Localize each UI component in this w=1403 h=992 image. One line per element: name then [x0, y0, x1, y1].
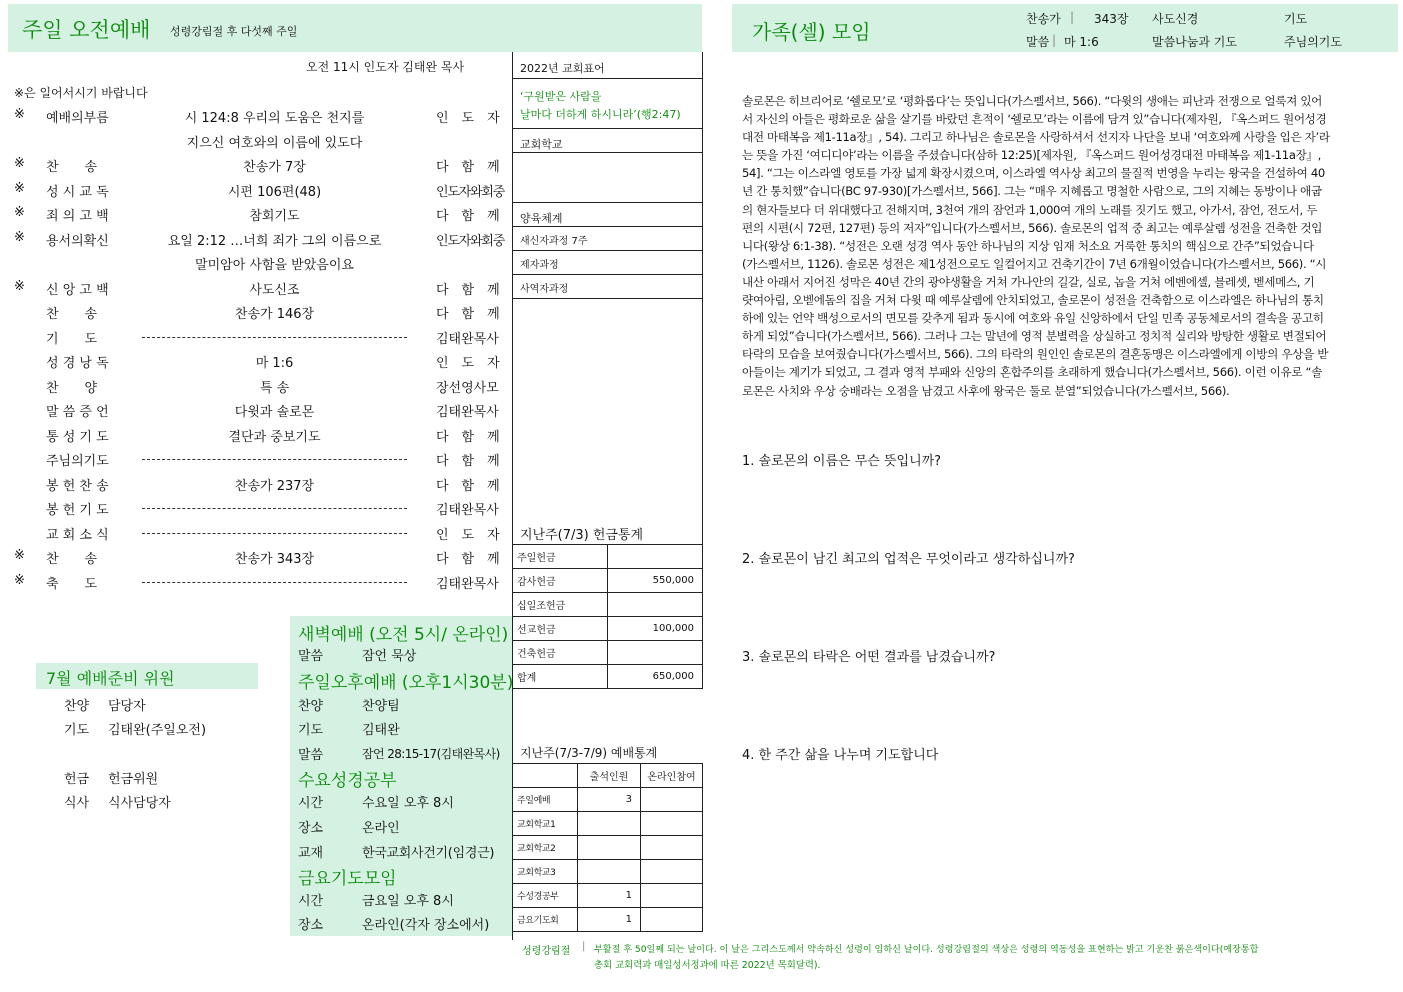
order-content: 특 송: [259, 380, 290, 396]
order-row: [0, 104, 512, 128]
hdr-hymn-label: 찬송가: [1026, 12, 1061, 26]
offering-amount: 650,000: [608, 665, 703, 689]
order-name: 찬 송: [46, 307, 98, 322]
attendance-table: [512, 763, 703, 932]
afternoon-label: 말씀: [298, 748, 324, 763]
offering-label: 선교헌금: [513, 617, 608, 641]
offering-amount: 100,000: [608, 617, 703, 641]
attendance-col1: 출석인원: [578, 764, 641, 788]
middle-right-border: [702, 52, 703, 544]
order-row: [0, 202, 512, 226]
afternoon-value: 김태완: [362, 723, 400, 738]
attendance-online: [641, 788, 703, 812]
offering-row: [513, 569, 703, 593]
sermon-line: (가스펠서브, 1126). 솔로몬 성전은 제1성전으로도 일컬어지고 건축기간이 7년 6개월이었습니다(가스펠서브, 566). “시: [742, 256, 1327, 271]
order-row: [0, 300, 512, 324]
sermon-line: 아들이는 계기가 되었고, 그 결과 영적 부패와 신앙의 혼합주의를 초래하게 했습니다(가스펠서브, 566). 이런 이유로 “솔: [742, 365, 1323, 380]
order-name: 기 도: [46, 331, 98, 347]
order-by: 다 함 께: [436, 282, 500, 298]
offering-row: [513, 545, 703, 569]
wed-value: 한국교회사건기(임경근): [362, 846, 495, 861]
motto-line2: 날마다 더하게 하시니라’(행2:47): [520, 108, 681, 121]
order-by: 다 함 께: [436, 160, 500, 175]
order-name: 예배의부름: [46, 111, 109, 126]
order-content: 참회기도: [249, 209, 300, 224]
order-row: [0, 570, 512, 594]
order-row: [0, 472, 512, 496]
fri-title: 금요기도모임: [298, 869, 397, 889]
question-3: 3. 솔로몬의 타락은 어떤 결과를 남겼습니까?: [742, 650, 996, 665]
order-name: 성 경 낭 독: [46, 356, 109, 371]
order-mark: ※: [14, 107, 25, 122]
order-content: 요일 2:12 …너희 죄가 그의 이름으로: [167, 233, 382, 249]
order-by: 김태완목사: [436, 503, 499, 518]
order-row: [0, 374, 512, 398]
order-row: [0, 349, 512, 373]
order-by: 인도자와회중: [436, 233, 505, 249]
order-by: 다 함 께: [436, 429, 500, 445]
offering-amount: 550,000: [608, 569, 703, 593]
wed-title: 수요성경공부: [298, 771, 397, 791]
committee-name: 헌금위원: [108, 772, 159, 787]
order-name: 용서의확신: [46, 233, 109, 249]
fri-value: 금요일 오후 8시: [362, 894, 454, 909]
sermon-line: 내산 아래서 지어진 성막은 40년 간의 광야생활을 거쳐 가나안의 길갈, 실로, 놉을 거쳐 에벤에셀, 블레셋, 벧세메스, 기: [742, 274, 1315, 289]
dawn-label: 말씀: [298, 649, 324, 664]
attendance-label: 수성경공부: [513, 884, 578, 908]
order-row: [0, 423, 512, 447]
sermon-line: 는 뜻을 가진 ‘여디디야’라는 이름을 주셨습니다(삼하 12:25)[제자원, 『옥스퍼드 원어성경대전 마태복음 제1-11a장』,: [742, 148, 1322, 163]
order-dashed-line: [142, 459, 407, 460]
order-name: 신 앙 고 백: [46, 282, 109, 298]
rule: [512, 274, 702, 275]
offering-label: 십일조헌금: [513, 593, 608, 617]
order-by: 다 함 께: [436, 552, 500, 567]
order-row: [0, 447, 512, 471]
rule: [512, 298, 702, 299]
attendance-header-blank: [513, 764, 578, 788]
committee-name: 김태완(주일오전): [108, 723, 207, 738]
footer-line2: 총회 교회력과 매일성서정과에 따른 2022년 목회달력).: [594, 960, 821, 971]
attendance-label: 교회학교1: [513, 812, 578, 836]
order-content: 찬송가 343장: [234, 552, 315, 567]
committee-role: 헌금: [64, 772, 90, 787]
hdr-prayer: 기도: [1284, 12, 1308, 26]
order-by: 장선영사모: [436, 380, 499, 396]
wed-value: 수요일 오후 8시: [362, 796, 454, 811]
order-name: 통 성 기 도: [46, 429, 109, 445]
order-name: 봉 헌 기 도: [46, 503, 109, 518]
offering-amount: [608, 593, 703, 617]
training-title: 양육체계: [520, 212, 563, 225]
sermon-paragraph: [742, 92, 1390, 400]
motto-line1: ‘구원받은 사람을: [520, 90, 602, 103]
sermon-line: 의 현자들보다 더 위대했다고 전해지며, 3천여 개의 잠언과 1,000여 개의 노래를 짓기도 했고, 아가서, 잠언, 전도서, 두: [742, 202, 1318, 217]
sermon-line: 로몬은 사치와 우상 숭배라는 오점을 남겼고 사후에 왕국은 둘로 분열”되었습니다(가스펠서브, 566).: [742, 383, 1230, 398]
attendance-label: 교회학교2: [513, 836, 578, 860]
rule: [512, 128, 702, 129]
right-header: [732, 4, 1398, 52]
hdr-word-value: 마 1:6: [1064, 35, 1099, 49]
left-header-title: 주일 오전예배: [22, 18, 151, 42]
sermon-line: 니다(왕상 6:1-38). “성전은 오랜 성경 역사 동안 하나님의 지상 임재 처소요 거룩한 통치의 핵심으로 간주”되었습니다: [742, 238, 1314, 253]
afternoon-label: 찬양: [298, 699, 324, 714]
offering-row: [513, 593, 703, 617]
order-content: 말미암아 사함을 받았음이요: [195, 258, 354, 273]
attendance-count: [578, 860, 641, 884]
order-by: 다 함 께: [436, 209, 500, 224]
order-mark: ※: [14, 205, 25, 220]
order-by: 다 함 께: [436, 454, 500, 469]
order-row: [0, 251, 512, 275]
order-row: [0, 129, 512, 153]
committee-role: 찬양: [64, 699, 90, 714]
order-row: [0, 521, 512, 545]
left-header: [8, 4, 702, 52]
order-mark: ※: [14, 229, 25, 245]
order-mark: ※: [14, 548, 25, 563]
order-row: [0, 227, 512, 251]
right-header-title: 가족(셀) 모임: [752, 20, 871, 44]
attendance-col2: 온라인참여: [641, 764, 703, 788]
hdr-sharing: 말씀나눔과 기도: [1152, 35, 1237, 49]
order-mark: ※: [14, 572, 25, 588]
wed-label: 장소: [298, 821, 324, 836]
year-motto-title: 2022년 교회표어: [520, 62, 605, 75]
order-row: [0, 325, 512, 349]
committee-name: 담당자: [108, 699, 146, 714]
attendance-online: [641, 836, 703, 860]
offering-amount: [608, 545, 703, 569]
order-mark: ※: [14, 156, 25, 171]
attendance-header-row: [513, 764, 703, 788]
attendance-row: [513, 788, 703, 812]
order-by: 인 도 자: [436, 111, 500, 126]
rule: [512, 226, 702, 227]
order-name: 말 씀 증 언: [46, 405, 109, 420]
rule: [512, 78, 702, 79]
training-item: 새신자과정 7주: [520, 236, 588, 247]
order-content: 지으신 여호와의 이름에 있도다: [186, 135, 363, 151]
order-name: 찬 양: [46, 380, 98, 396]
training-item: 제자과정: [520, 260, 559, 271]
dawn-title: 새벽예배 (오전 5시/ 온라인): [298, 625, 509, 645]
rule: [512, 202, 702, 203]
attendance-row: [513, 884, 703, 908]
hdr-sep: |: [1070, 10, 1075, 24]
dawn-value: 잠언 묵상: [362, 649, 417, 664]
attendance-count: [578, 836, 641, 860]
sermon-line: 럇여아림, 오벧에돔의 집을 거쳐 다윗 때 예루살렘에 안치되었고, 솔로몬이 성전을 건축함으로 이스라엘은 하나님의 통치: [742, 293, 1324, 308]
attendance-label: 교회학교3: [513, 860, 578, 884]
attendance-count: 1: [578, 908, 641, 932]
order-name: 찬 송: [46, 160, 98, 175]
attendance-count: [578, 812, 641, 836]
order-content: 사도신조: [249, 282, 300, 298]
attendance-label: 금요기도회: [513, 908, 578, 932]
order-dashed-line: [142, 582, 407, 583]
committee-role: 기도: [64, 723, 90, 738]
order-name: 축 도: [46, 576, 98, 592]
afternoon-value: 잠언 28:15-17(김태완목사): [362, 747, 500, 761]
order-row: [0, 153, 512, 177]
order-content: 찬송가 237장: [234, 478, 315, 494]
offering-table: [512, 544, 703, 689]
footer-label: 성령강림절: [522, 946, 571, 957]
order-by: 다 함 께: [436, 307, 500, 322]
order-content: 찬송가 7장: [243, 160, 306, 175]
offering-label: 합계: [513, 665, 608, 689]
sermon-line: 타락의 모습을 보여줬습니다(가스펠서브, 566). 그의 타락의 원인인 솔로몬의 결혼동맹은 이스라엘에게 이방의 우상을 받: [742, 347, 1329, 362]
order-name: 봉 헌 찬 송: [46, 478, 109, 494]
hdr-creed: 사도신경: [1152, 12, 1199, 26]
question-4: 4. 한 주간 삶을 나누며 기도합니다: [742, 748, 939, 763]
sermon-line: 솔로몬은 히브리어로 ‘쉘로모’로 ‘평화롭다’는 뜻입니다(가스펠서브, 566). “다윗의 생애는 피난과 전쟁으로 얼룩져 있어: [742, 94, 1323, 108]
offering-amount: [608, 641, 703, 665]
order-content: 다윗과 솔로몬: [234, 405, 315, 420]
hdr-lords-prayer: 주님의기도: [1284, 35, 1342, 49]
order-name: 죄 의 고 백: [46, 209, 109, 224]
offering-label: 감사헌금: [513, 569, 608, 593]
committee-name: 식사담당자: [108, 796, 171, 811]
order-by: 김태완목사: [436, 576, 499, 592]
offering-label: 주일헌금: [513, 545, 608, 569]
july-committee-header: [36, 663, 258, 689]
july-committee-title: 7월 예배준비 위원: [46, 669, 175, 688]
offering-title: 지난주(7/3) 헌금통계: [520, 528, 644, 543]
order-by: 인도자와회중: [436, 184, 505, 200]
order-row: [0, 496, 512, 520]
attendance-count: 3: [578, 788, 641, 812]
fri-label: 장소: [298, 918, 324, 933]
order-by: 인 도 자: [436, 356, 500, 371]
offering-row: [513, 641, 703, 665]
hdr-word-label: 말씀: [1026, 35, 1050, 49]
left-header-subtitle: 성령강림절 후 다섯째 주일: [170, 25, 298, 38]
order-name: 교 회 소 식: [46, 527, 109, 543]
wed-value: 온라인: [362, 821, 400, 836]
rule: [512, 250, 702, 251]
attendance-online: [641, 860, 703, 884]
attendance-label: 주일예배: [513, 788, 578, 812]
order-content: 시편 106편(48): [227, 184, 322, 200]
stand-note: ※은 일어서시기 바랍니다: [14, 86, 148, 100]
order-row: [0, 276, 512, 300]
order-dashed-line: [142, 508, 407, 509]
school-title: 교회학교: [520, 138, 563, 151]
training-item: 사역자과정: [520, 284, 569, 295]
sermon-line: 하게 되었”습니다(가스펠서브, 566). 그러나 그는 말년에 영적 분별력을 상실하고 정치적 실리와 방탕한 생활로 변절되어: [742, 329, 1327, 344]
order-by: 다 함 께: [436, 478, 500, 494]
sermon-line: 하에 있는 언약 백성으로서의 면모를 갖추게 됨과 동시에 여호와 유일 신앙하에서 단일 민족 공동체로서의 결속을 공고히: [742, 311, 1324, 326]
order-content: 결단과 중보기도: [228, 429, 321, 445]
order-content: 시 124:8 우리의 도움은 천지를: [184, 111, 365, 126]
footer-line1: 부활절 후 50일째 되는 날이다. 이 날은 그리스도께서 약속하신 성령이 임하신 날이다. 성령강림절의 색상은 성령의 역동성을 표현하는 밝고 기운찬 붉은색이다(예장통합: [594, 945, 1259, 955]
order-of-worship: [0, 104, 512, 594]
hdr-sep2: |: [1052, 33, 1057, 47]
order-by: 인 도 자: [436, 527, 500, 543]
afternoon-label: 기도: [298, 723, 324, 738]
question-1: 1. 솔로몬의 이름은 무슨 뜻입니까?: [742, 454, 942, 469]
attendance-online: [641, 812, 703, 836]
order-row: [0, 398, 512, 422]
attendance-count: 1: [578, 884, 641, 908]
order-dashed-line: [142, 337, 407, 338]
rule: [512, 152, 702, 153]
order-content: 마 1:6: [255, 356, 294, 371]
sermon-line: 년 간 통치했”습니다(BC 97-930)[가스펠서브, 566]. 그는 “매우 지혜롭고 명철한 사람으로, 그의 지혜는 동방이나 애굽: [742, 184, 1322, 199]
order-name: 찬 송: [46, 552, 98, 567]
order-mark: ※: [14, 180, 25, 196]
sermon-line: 편의 시편(시 72편, 127편) 등의 저자”입니다(가스펠서브, 566). 솔로몬의 업적 중 최고는 예루살렘 성전을 건축한 것입: [742, 220, 1323, 235]
attendance-row: [513, 860, 703, 884]
offering-row: [513, 617, 703, 641]
sermon-line: 서 자신의 아들은 평화로운 삶을 살기를 바랐던 흔적이 ‘쉘로모’라는 이름에 담겨 있”습니다(제자원, 『옥스퍼드 원어성경: [742, 112, 1327, 127]
order-row: [0, 545, 512, 569]
question-2: 2. 솔로몬이 남긴 최고의 업적은 무엇이라고 생각하십니까?: [742, 552, 1075, 567]
hdr-hymn-value: 343장: [1094, 12, 1129, 26]
fri-value: 온라인(각자 장소에서): [362, 918, 490, 933]
order-content: 찬송가 146장: [234, 307, 315, 322]
order-by: 김태완목사: [436, 331, 499, 347]
presider-line: 오전 11시 인도자 김태완 목사: [306, 60, 465, 74]
afternoon-value: 찬양팀: [362, 699, 400, 714]
sermon-line: 54]. “그는 이스라엘 영토를 가장 넓게 확장시켰으며, 이스라엘 역사상 최고의 물질적 번영을 누리는 왕국을 건설하여 40: [742, 166, 1325, 181]
order-dashed-line: [142, 533, 407, 534]
attendance-row: [513, 908, 703, 932]
order-by: 김태완목사: [436, 405, 499, 420]
order-name: 성 시 교 독: [46, 184, 109, 200]
attendance-online: [641, 884, 703, 908]
fri-label: 시간: [298, 894, 324, 909]
sermon-line: 대전 마태복음 제1-11a장』, 54). 그리고 하나님은 솔로몬을 사랑하셔서 선지자 나단을 보내 ‘여호와께 사랑을 입은 자’라: [742, 130, 1330, 145]
footer-sep: |: [582, 941, 586, 952]
committee-role: 식사: [64, 796, 90, 811]
afternoon-title: 주일오후예배 (오후1시30분): [298, 673, 514, 693]
order-name: 주님의기도: [46, 454, 109, 469]
order-mark: ※: [14, 278, 25, 294]
offering-label: 건축헌금: [513, 641, 608, 665]
attendance-row: [513, 836, 703, 860]
attendance-online: [641, 908, 703, 932]
attendance-row: [513, 812, 703, 836]
wed-label: 시간: [298, 796, 324, 811]
attendance-title: 지난주(7/3-7/9) 예배통계: [520, 746, 658, 760]
offering-row: [513, 665, 703, 689]
wed-label: 교재: [298, 846, 324, 861]
order-row: [0, 178, 512, 202]
